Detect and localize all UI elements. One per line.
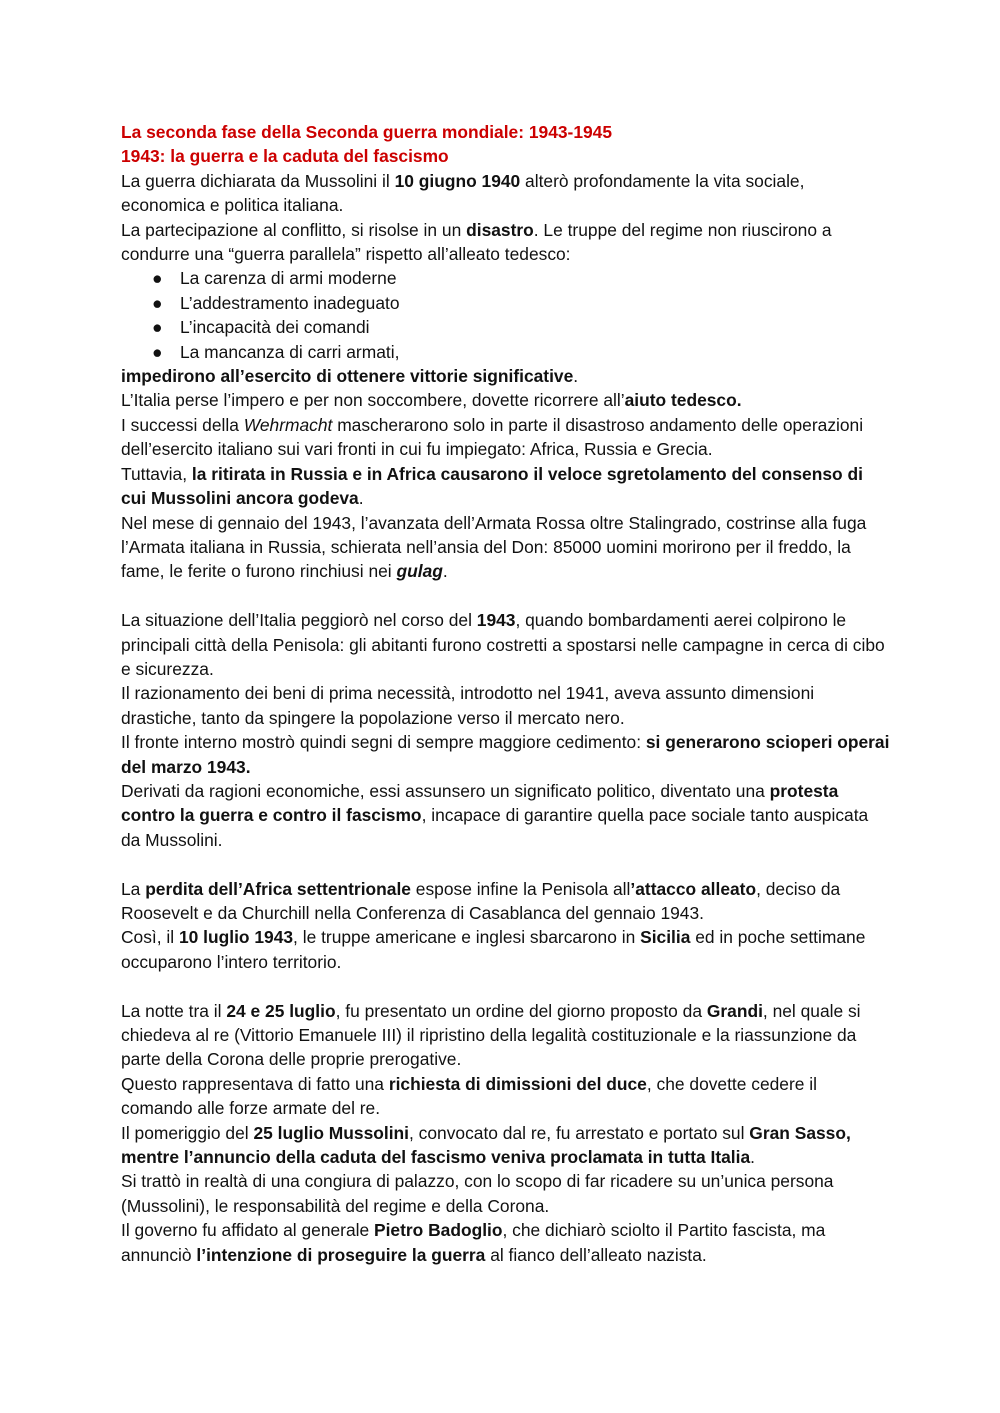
paragraph xyxy=(121,1121,891,1170)
bold-text: la ritirata in Russia e in Africa causarono il veloce sgretolamento del consenso di cui Mussolini ancora godeva xyxy=(121,463,863,509)
text-run: , nel quale si chiedeva al re (Vittorio Emanuele III) il ripristino della legalità costituzionale e la riassunzione da parte della Corona delle proprie prerogative. xyxy=(121,1000,861,1070)
bold-text: Gran Sasso, mentre l’annuncio della caduta del fascismo veniva proclamata in tutta Italia xyxy=(121,1122,851,1168)
paragraph xyxy=(121,218,891,267)
text-run: . xyxy=(442,561,448,582)
text-run: alterò profondamente la vita sociale, economica e politica italiana. xyxy=(121,170,805,216)
bullet-icon: ● xyxy=(152,317,163,338)
document-page xyxy=(121,120,891,1267)
list-item xyxy=(121,340,891,364)
text-run: Si trattò in realtà di una congiura di palazzo, con lo scopo di far ricadere su un’unica persona (Mussolini), le responsabilità del regime e della Corona. xyxy=(121,1171,834,1216)
text-run: Nel mese di gennaio del 1943, l’avanzata dell’Armata Rossa oltre Stalingrado, costrinse alla fuga l’Armata italiana in Russia, schierata nell’ansia del Don: 85000 uomini morirono per il freddo, la fame, le ferite o furono rinchiusi nei xyxy=(121,512,867,582)
bold-text: ’attacco alleato xyxy=(630,878,757,899)
bold-text: Grandi xyxy=(706,1000,763,1021)
paragraph xyxy=(121,413,891,462)
text-run: . Le truppe del regime non riuscirono a condurre una “guerra parallela” rispetto all’alleato tedesco: xyxy=(121,219,832,265)
text-run: , deciso da Roosevelt e da Churchill nella Conferenza di Casablanca del gennaio 1943. xyxy=(121,878,841,923)
bold-text: 10 luglio 1943 xyxy=(178,927,294,948)
bold-text: 25 luglio Mussolini xyxy=(253,1122,410,1143)
list-item xyxy=(121,266,891,290)
text-run: , che dovette cedere il comando alle forze armate del re. xyxy=(121,1073,818,1119)
bold-text: Sicilia xyxy=(640,927,691,948)
text-run: , fu presentato un ordine del giorno proposto da xyxy=(335,1000,707,1021)
bold-text: impedirono all’esercito di ottenere vittorie significative xyxy=(121,366,574,387)
bold-text: protesta contro la guerra e contro il fascismo xyxy=(121,780,839,826)
paragraph xyxy=(121,462,891,511)
bullet-icon: ● xyxy=(152,268,163,289)
bold-text: aiuto tedesco. xyxy=(624,390,742,411)
emphasis-text: gulag xyxy=(396,561,443,582)
paragraph-spacer xyxy=(121,584,891,608)
text-run: Il governo fu affidato al generale xyxy=(121,1220,374,1241)
list-item-text: L’incapacità dei comandi xyxy=(180,317,370,338)
paragraph xyxy=(121,1072,891,1121)
paragraph xyxy=(121,730,891,779)
text-run: La partecipazione al conflitto, si risolse in un xyxy=(121,219,467,240)
bold-text: 24 e 25 luglio xyxy=(226,1000,336,1021)
text-run: mascherarono solo in parte il disastroso andamento delle operazioni dell’esercito italiano sui vari fronti in cui fu impiegato: Africa, Russia e Grecia. xyxy=(121,414,864,460)
list-item xyxy=(121,291,891,315)
text-run: al fianco dell’alleato nazista. xyxy=(485,1244,707,1265)
paragraph xyxy=(121,1169,891,1218)
paragraph xyxy=(121,779,891,852)
bold-text: Pietro Badoglio xyxy=(374,1220,503,1241)
bold-text: l’intenzione di proseguire la guerra xyxy=(196,1244,486,1265)
bold-text: perdita dell’Africa settentrionale xyxy=(145,878,411,899)
text-run: , che dichiarò sciolto il Partito fascista, ma annunciò xyxy=(121,1220,826,1265)
bold-text xyxy=(397,561,443,581)
text-run: Il pomeriggio del xyxy=(121,1122,254,1143)
list-item-text: L’addestramento inadeguato xyxy=(180,292,400,313)
text-run: ed in poche settimane occuparono l’intero territorio. xyxy=(121,927,866,972)
text-run: , incapace di garantire quella pace sociale tanto auspicata da Mussolini. xyxy=(121,805,869,850)
text-run: , convocato dal re, fu arrestato e portato sul xyxy=(409,1122,750,1143)
paragraph xyxy=(121,877,891,926)
text-run: La xyxy=(121,878,146,899)
text-run: La situazione dell’Italia peggiorò nel corso del xyxy=(121,610,477,631)
section-heading: 1943: la guerra e la caduta del fascismo xyxy=(121,146,449,167)
paragraph-spacer xyxy=(121,974,891,998)
text-run: Questo rappresentava di fatto una xyxy=(121,1073,389,1094)
list-item-text: La carenza di armi moderne xyxy=(180,268,397,289)
text-run: La guerra dichiarata da Mussolini il xyxy=(121,170,395,191)
italic-text: Wehrmacht xyxy=(243,414,333,435)
bold-text: 1943 xyxy=(476,610,516,631)
paragraph xyxy=(121,169,891,218)
bold-text: richiesta di dimissioni del duce xyxy=(388,1073,647,1094)
text-run: . xyxy=(573,366,579,387)
bullet-icon: ● xyxy=(152,341,163,362)
bold-text: disastro xyxy=(466,219,534,240)
text-run: Tuttavia, xyxy=(121,463,192,484)
text-run: espose infine la Penisola all xyxy=(410,878,631,899)
text-run: , le truppe americane e inglesi sbarcarono in xyxy=(293,927,641,948)
paragraph xyxy=(121,999,891,1072)
bullet-icon: ● xyxy=(152,292,163,313)
paragraph xyxy=(121,1218,891,1267)
text-run: Così, il xyxy=(121,927,179,948)
bold-text: 10 giugno 1940 xyxy=(394,170,521,191)
paragraph xyxy=(121,608,891,681)
document-title: La seconda fase della Seconda guerra mondiale: 1943-1945 xyxy=(121,122,613,142)
text-run: . xyxy=(750,1147,755,1168)
document-body xyxy=(121,169,891,1267)
text-run: . xyxy=(358,488,364,509)
text-run: I successi della xyxy=(121,414,244,435)
list-item-text: La mancanza di carri armati, xyxy=(180,341,400,362)
text-run: , quando bombardamenti aerei colpirono le principali città della Penisola: gli abitanti furono costretti a spostarsi nelle campagne in cerca di cibo e sicurezza. xyxy=(121,610,885,679)
text-run: La notte tra il xyxy=(121,1000,227,1021)
text-run: L’Italia perse l’impero e per non soccombere, dovette ricorrere all’ xyxy=(121,390,625,411)
text-run: Derivati da ragioni economiche, essi assunsero un significato politico, diventato una xyxy=(121,780,770,801)
paragraph xyxy=(121,925,891,974)
bold-text: si generarono scioperi operai del marzo 1943. xyxy=(121,732,890,777)
text-run: Il fronte interno mostrò quindi segni di sempre maggiore cedimento: xyxy=(121,732,646,753)
paragraph xyxy=(121,681,891,730)
paragraph xyxy=(121,511,891,584)
paragraph-spacer xyxy=(121,852,891,876)
paragraph xyxy=(121,388,891,412)
list-item xyxy=(121,315,891,339)
text-run: Il razionamento dei beni di prima necessità, introdotto nel 1941, aveva assunto dimensioni drastiche, tanto da spingere la popolazione verso il mercato nero. xyxy=(121,683,815,728)
bullet-list xyxy=(121,266,891,364)
paragraph xyxy=(121,364,891,388)
